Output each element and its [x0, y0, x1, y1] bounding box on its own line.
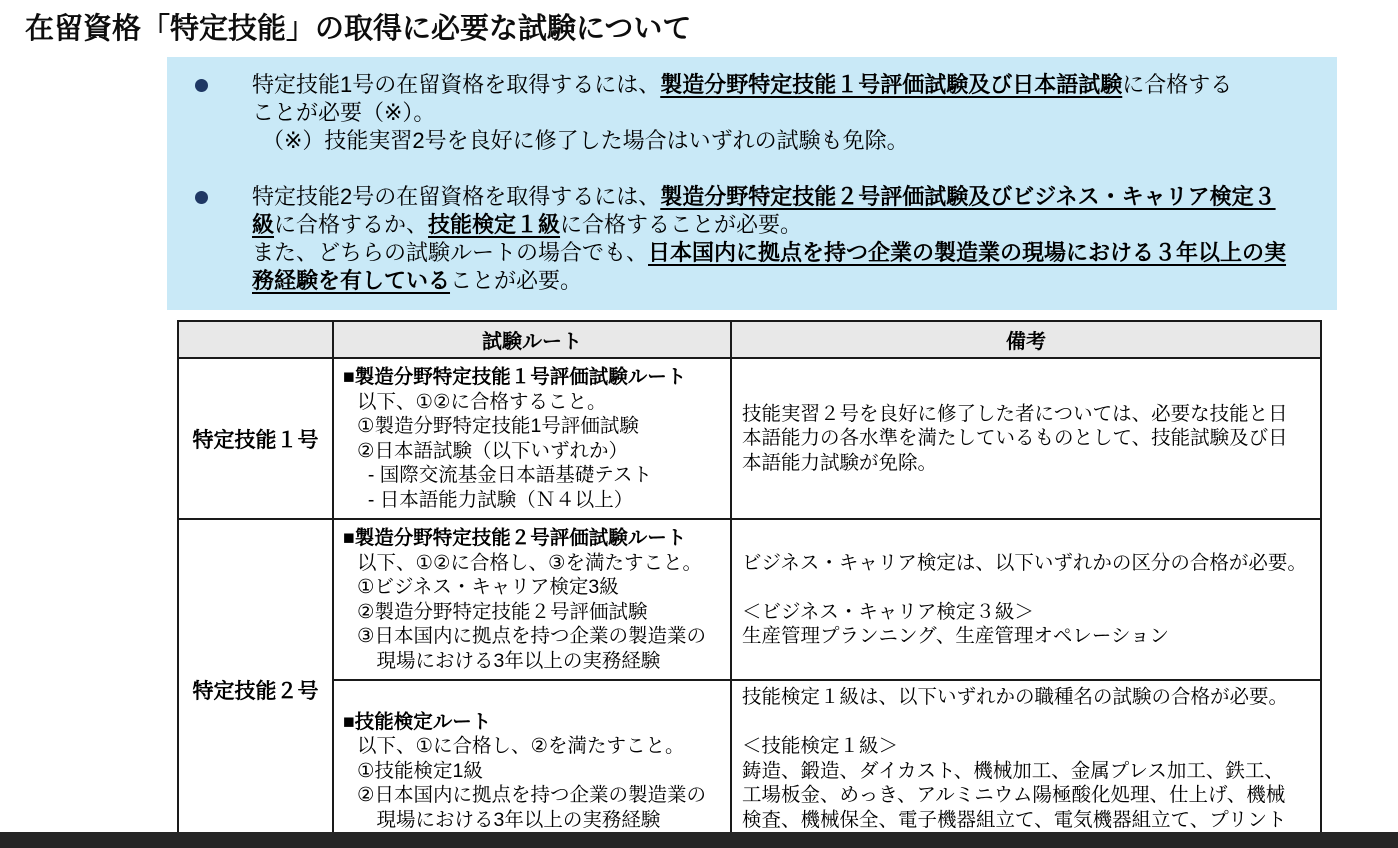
- route-body: 以下、①②に合格し、③を満たすこと。 ①ビジネス・キャリア検定3級 ②製造分野特定技能２号評価試験 ③日本国内に拠点を持つ企業の製造業の 現場における3年以上の実務経験: [357, 551, 706, 672]
- route-body: 以下、①②に合格すること。 ①製造分野特定技能1号評価試験 ②日本語試験（以下いずれか） - 国際交流基金日本語基礎テスト - 日本語能力試験（Ｎ４以上）: [357, 390, 652, 511]
- emphasized-text: 製造分野特定技能２号評価試験及びビジネス・キャリア検定３: [660, 184, 1276, 209]
- text-segment: 特定技能1号の在留資格を取得するには、: [252, 72, 661, 97]
- exam-requirements-table: [177, 320, 1322, 848]
- header-cell-remarks: 備考: [731, 321, 1321, 358]
- bullet-line: [252, 71, 1232, 99]
- bullet-item-tokutei-2: [195, 183, 1309, 295]
- text-segment: に合格するか、: [274, 212, 429, 237]
- text-segment: （※）技能実習2号を良好に修了した場合はいずれの試験も免除。: [262, 128, 909, 153]
- emphasized-text: 日本国内に拠点を持つ企業の製造業の現場における３年以上の実: [648, 240, 1287, 265]
- bullet-icon: [195, 79, 208, 92]
- route-title: ■製造分野特定技能２号評価試験ルート: [343, 527, 687, 549]
- text-segment: に合格することが必要。: [560, 212, 803, 237]
- summary-callout: [167, 57, 1337, 310]
- emphasized-text: 製造分野特定技能１号評価試験及び日本語試験: [660, 72, 1123, 97]
- footer-bar: [0, 832, 1398, 848]
- route-title: ■製造分野特定技能１号評価試験ルート: [343, 366, 687, 388]
- bullet-item-tokutei-1: [195, 71, 1309, 155]
- page-title: 在留資格「特定技能」の取得に必要な試験について: [25, 13, 692, 45]
- row-label-tokutei-2: 特定技能２号: [178, 519, 333, 848]
- bullet-line: [252, 211, 1286, 239]
- text-segment: ことが必要。: [450, 268, 583, 293]
- text-segment: また、どちらの試験ルートの場合でも、: [252, 240, 649, 265]
- text-segment: ことが必要（※）。: [252, 100, 436, 125]
- route-body: 以下、①に合格し、②を満たすこと。 ①技能検定1級 ②日本国内に拠点を持つ企業の製造業の 現場における3年以上の実務経験: [357, 735, 706, 831]
- bullet-line: [252, 239, 1286, 267]
- text-segment: に合格する: [1122, 72, 1233, 97]
- bullet-icon: [195, 191, 208, 204]
- emphasized-text: 技能検定１級: [428, 212, 561, 237]
- header-cell-route: 試験ルート: [333, 321, 731, 358]
- bullet-line: [252, 183, 1286, 211]
- table-row-tokutei-2-route-a: [178, 519, 1321, 680]
- route-title: ■技能検定ルート: [343, 710, 492, 733]
- row-label-tokutei-1: 特定技能１号: [178, 358, 333, 519]
- bullet-line: [252, 267, 1286, 295]
- remarks-cell-tokutei-1: 技能実習２号を良好に修了した者については、必要な技能と日 本語能力の各水準を満たしているものとして、技能試験及び日 本語能力試験が免除。: [731, 358, 1321, 519]
- route-cell-hyouka-2: [333, 519, 731, 680]
- bullet-note-line: [252, 127, 1232, 155]
- remarks-cell-ginou-kentei: 技能検定１級は、以下いずれかの職種名の試験の合格が必要。 ＜技能検定１級＞ 鋳造、鍛造、ダイカスト、機械加工、金属プレス加工、鉄工、 工場板金、めっき、アルミニウム陽極酸化処理、仕上げ、機械 検査、機械保全、電子機器組立て、電気機器組立て、プリント: [731, 680, 1321, 848]
- remarks-cell-business-career: ビジネス・キャリア検定は、以下いずれかの区分の合格が必要。 ＜ビジネス・キャリア検定３級＞ 生産管理プランニング、生産管理オペレーション: [731, 519, 1321, 680]
- text-segment: 特定技能2号の在留資格を取得するには、: [252, 184, 661, 209]
- bullet-text: [252, 183, 1286, 295]
- emphasized-text: 務経験を有している: [252, 268, 451, 293]
- bullet-line: [252, 99, 1232, 127]
- table-row-tokutei-1: [178, 358, 1321, 519]
- emphasized-text: 級: [252, 212, 275, 237]
- table-header-row: [178, 321, 1321, 358]
- route-cell-ginou-kentei: [333, 680, 731, 848]
- header-cell-empty: [178, 321, 333, 358]
- route-cell-hyouka-1: [333, 358, 731, 519]
- table-row-tokutei-2-route-b: [178, 680, 1321, 848]
- bullet-text: [252, 71, 1232, 155]
